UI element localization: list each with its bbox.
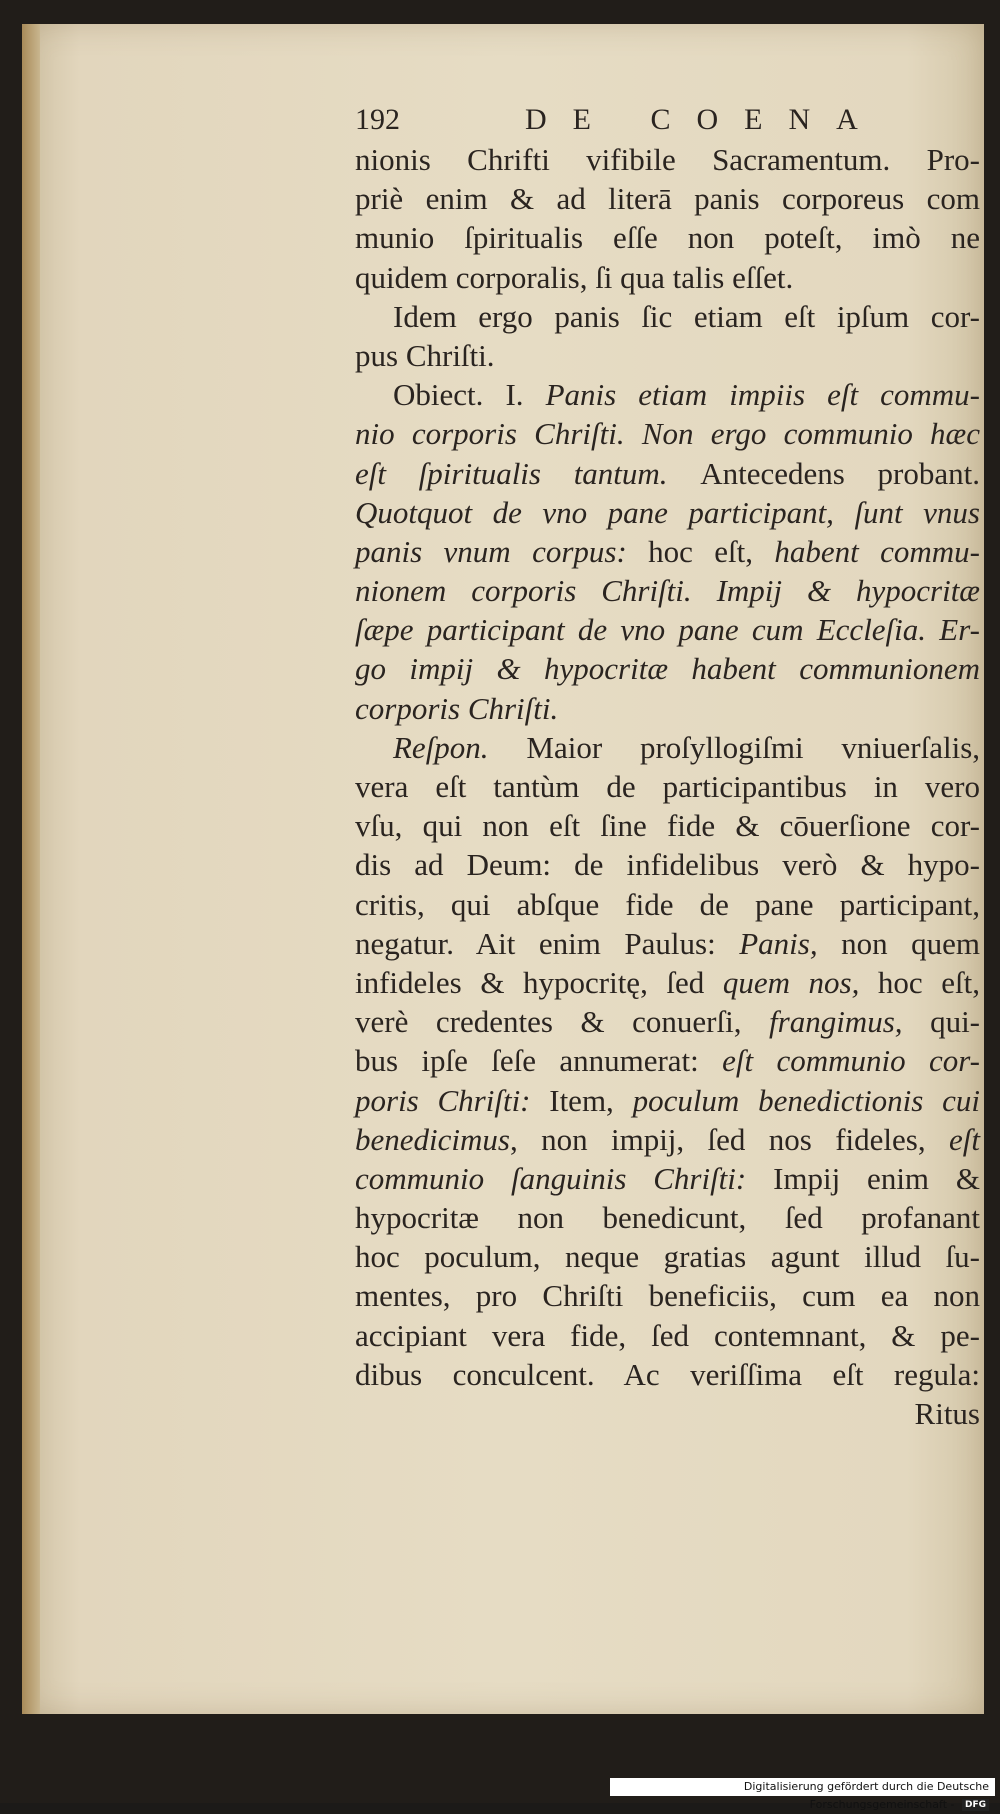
roman-segment: negatur. Ait enim Paulus:	[355, 925, 740, 961]
italic-segment: go impij & hypocritæ habent communionem	[355, 651, 980, 687]
roman-segment: mentes, pro Chriſti beneficiis, cum ea non	[355, 1278, 980, 1314]
roman-segment: dis ad Deum: de infidelibus verò & hypo-	[355, 847, 980, 883]
page-header	[355, 100, 980, 140]
roman-segment: , non impij, ſed nos fideles,	[509, 1121, 949, 1157]
roman-segment: munio ſpiritualis eſſe non poteſt, imò ne	[355, 220, 980, 256]
text-line	[355, 1002, 980, 1041]
text-line	[355, 454, 980, 493]
roman-segment: Ritus	[914, 1396, 980, 1431]
roman-segment: hypocritæ non benedicunt, ſed profanant	[355, 1200, 980, 1236]
text-line	[355, 140, 980, 179]
text-line	[355, 1081, 980, 1120]
roman-segment: non quem	[817, 925, 981, 961]
text-line	[355, 689, 980, 728]
text-line	[355, 845, 980, 884]
text-line	[355, 1159, 980, 1198]
italic-segment: nio corporis Chriſti. Non ergo communio hæc	[355, 416, 980, 452]
text-line	[355, 1316, 980, 1355]
italic-segment: Reſpon.	[393, 729, 527, 765]
italic-segment: communio ſanguinis Chriſti:	[355, 1160, 774, 1196]
running-head: DE COENA	[525, 103, 884, 136]
text-line	[355, 218, 980, 257]
italic-segment: Quotquot de vno pane participant, ſunt vnus	[355, 494, 980, 530]
page-number: 192	[355, 103, 400, 136]
roman-segment: pus Chriſti.	[355, 337, 495, 373]
roman-segment: vſu, qui non eſt ſine fide & cōuerſione cor-	[355, 808, 980, 844]
roman-segment: verè credentes & conuerſi,	[355, 1004, 770, 1040]
roman-segment: critis, qui abſque fide de pane participant,	[355, 886, 980, 922]
dfg-logo: DFG	[962, 1799, 989, 1811]
roman-segment: qui-	[902, 1004, 981, 1040]
roman-segment: hoc eſt,	[859, 964, 980, 1000]
page-gutter-edge	[22, 24, 40, 1714]
roman-segment: accipiant vera fide, ſed contemnant, & pe-	[355, 1317, 980, 1353]
italic-segment: Panis etiam impiis eſt commu-	[545, 377, 980, 413]
roman-segment: nionis Chrifti vifibile Sacramentum. Pro-	[355, 142, 980, 177]
text-line	[355, 571, 980, 610]
roman-segment: vera eſt tantùm de participantibus in vero	[355, 769, 980, 804]
text-line	[355, 767, 980, 806]
italic-segment: panis vnum corpus:	[355, 533, 649, 569]
text-line	[355, 179, 980, 218]
italic-segment: nionem corporis Chriſti. Impij & hypocritæ	[355, 573, 980, 609]
text-line	[355, 1041, 980, 1080]
text-line	[355, 258, 980, 297]
roman-segment: quidem corporalis, ſi qua talis eſſet.	[355, 259, 794, 295]
text-line	[355, 649, 980, 688]
italic-segment: ſæpe participant de vno pane cum Eccleſia. Er-	[355, 612, 980, 648]
roman-segment: Maior proſyllogiſmi vniuerſalis,	[526, 729, 981, 765]
italic-segment: frangimus,	[769, 1004, 903, 1040]
italic-segment: habent commu-	[774, 533, 980, 569]
text-block	[355, 100, 980, 1433]
text-line	[355, 806, 980, 845]
text-line	[355, 375, 980, 414]
text-line	[355, 1120, 980, 1159]
roman-segment: Item,	[549, 1082, 633, 1118]
text-line	[355, 924, 980, 963]
roman-segment: Antecedens probant.	[700, 455, 980, 491]
text-line	[355, 610, 980, 649]
italic-segment: eſt ſpiritualis tantum.	[355, 455, 701, 491]
italic-segment: poris Chriſti:	[355, 1082, 550, 1118]
italic-segment: corporis Chriſti.	[355, 690, 559, 726]
italic-segment: benedicimus	[355, 1121, 510, 1157]
text-line	[355, 963, 980, 1002]
italic-segment: poculum benedictionis cui	[632, 1082, 980, 1118]
italic-segment: eſt	[949, 1121, 980, 1157]
italic-segment: quem nos,	[722, 964, 860, 1000]
text-line	[355, 336, 980, 375]
roman-segment: dibus conculcent. Ac veriſſima eſt regula:	[355, 1356, 980, 1392]
text-line	[355, 493, 980, 532]
roman-segment: hoc eſt,	[648, 533, 775, 569]
digitization-footer	[610, 1778, 995, 1811]
text-line	[355, 297, 980, 336]
italic-segment: Panis,	[739, 925, 818, 961]
text-line	[355, 728, 980, 767]
italic-segment: eſt communio cor-	[722, 1043, 980, 1079]
roman-segment: priè enim & ad literā panis corporeus com	[355, 181, 980, 217]
footer-text: Digitalisierung gefördert durch die Deutsche Forschungsgemeinschaft -	[743, 1780, 989, 1811]
text-line	[355, 1237, 980, 1276]
roman-segment: hoc poculum, neque gratias agunt illud ſu-	[355, 1239, 980, 1275]
text-line	[355, 1198, 980, 1237]
text-line	[355, 414, 980, 453]
catchword	[355, 1394, 980, 1433]
text-line	[355, 532, 980, 571]
body-text	[355, 140, 980, 1433]
text-line	[355, 1276, 980, 1315]
roman-segment: Idem ergo panis ſic etiam eſt ipſum cor-	[393, 298, 980, 334]
roman-segment: Impij enim &	[773, 1160, 980, 1196]
text-line	[355, 1355, 980, 1394]
roman-segment: bus ipſe ſeſe annumerat:	[355, 1043, 723, 1079]
text-line	[355, 885, 980, 924]
roman-segment: infideles & hypocritę, ſed	[355, 964, 723, 1000]
roman-segment: Obiect. I.	[393, 377, 546, 413]
